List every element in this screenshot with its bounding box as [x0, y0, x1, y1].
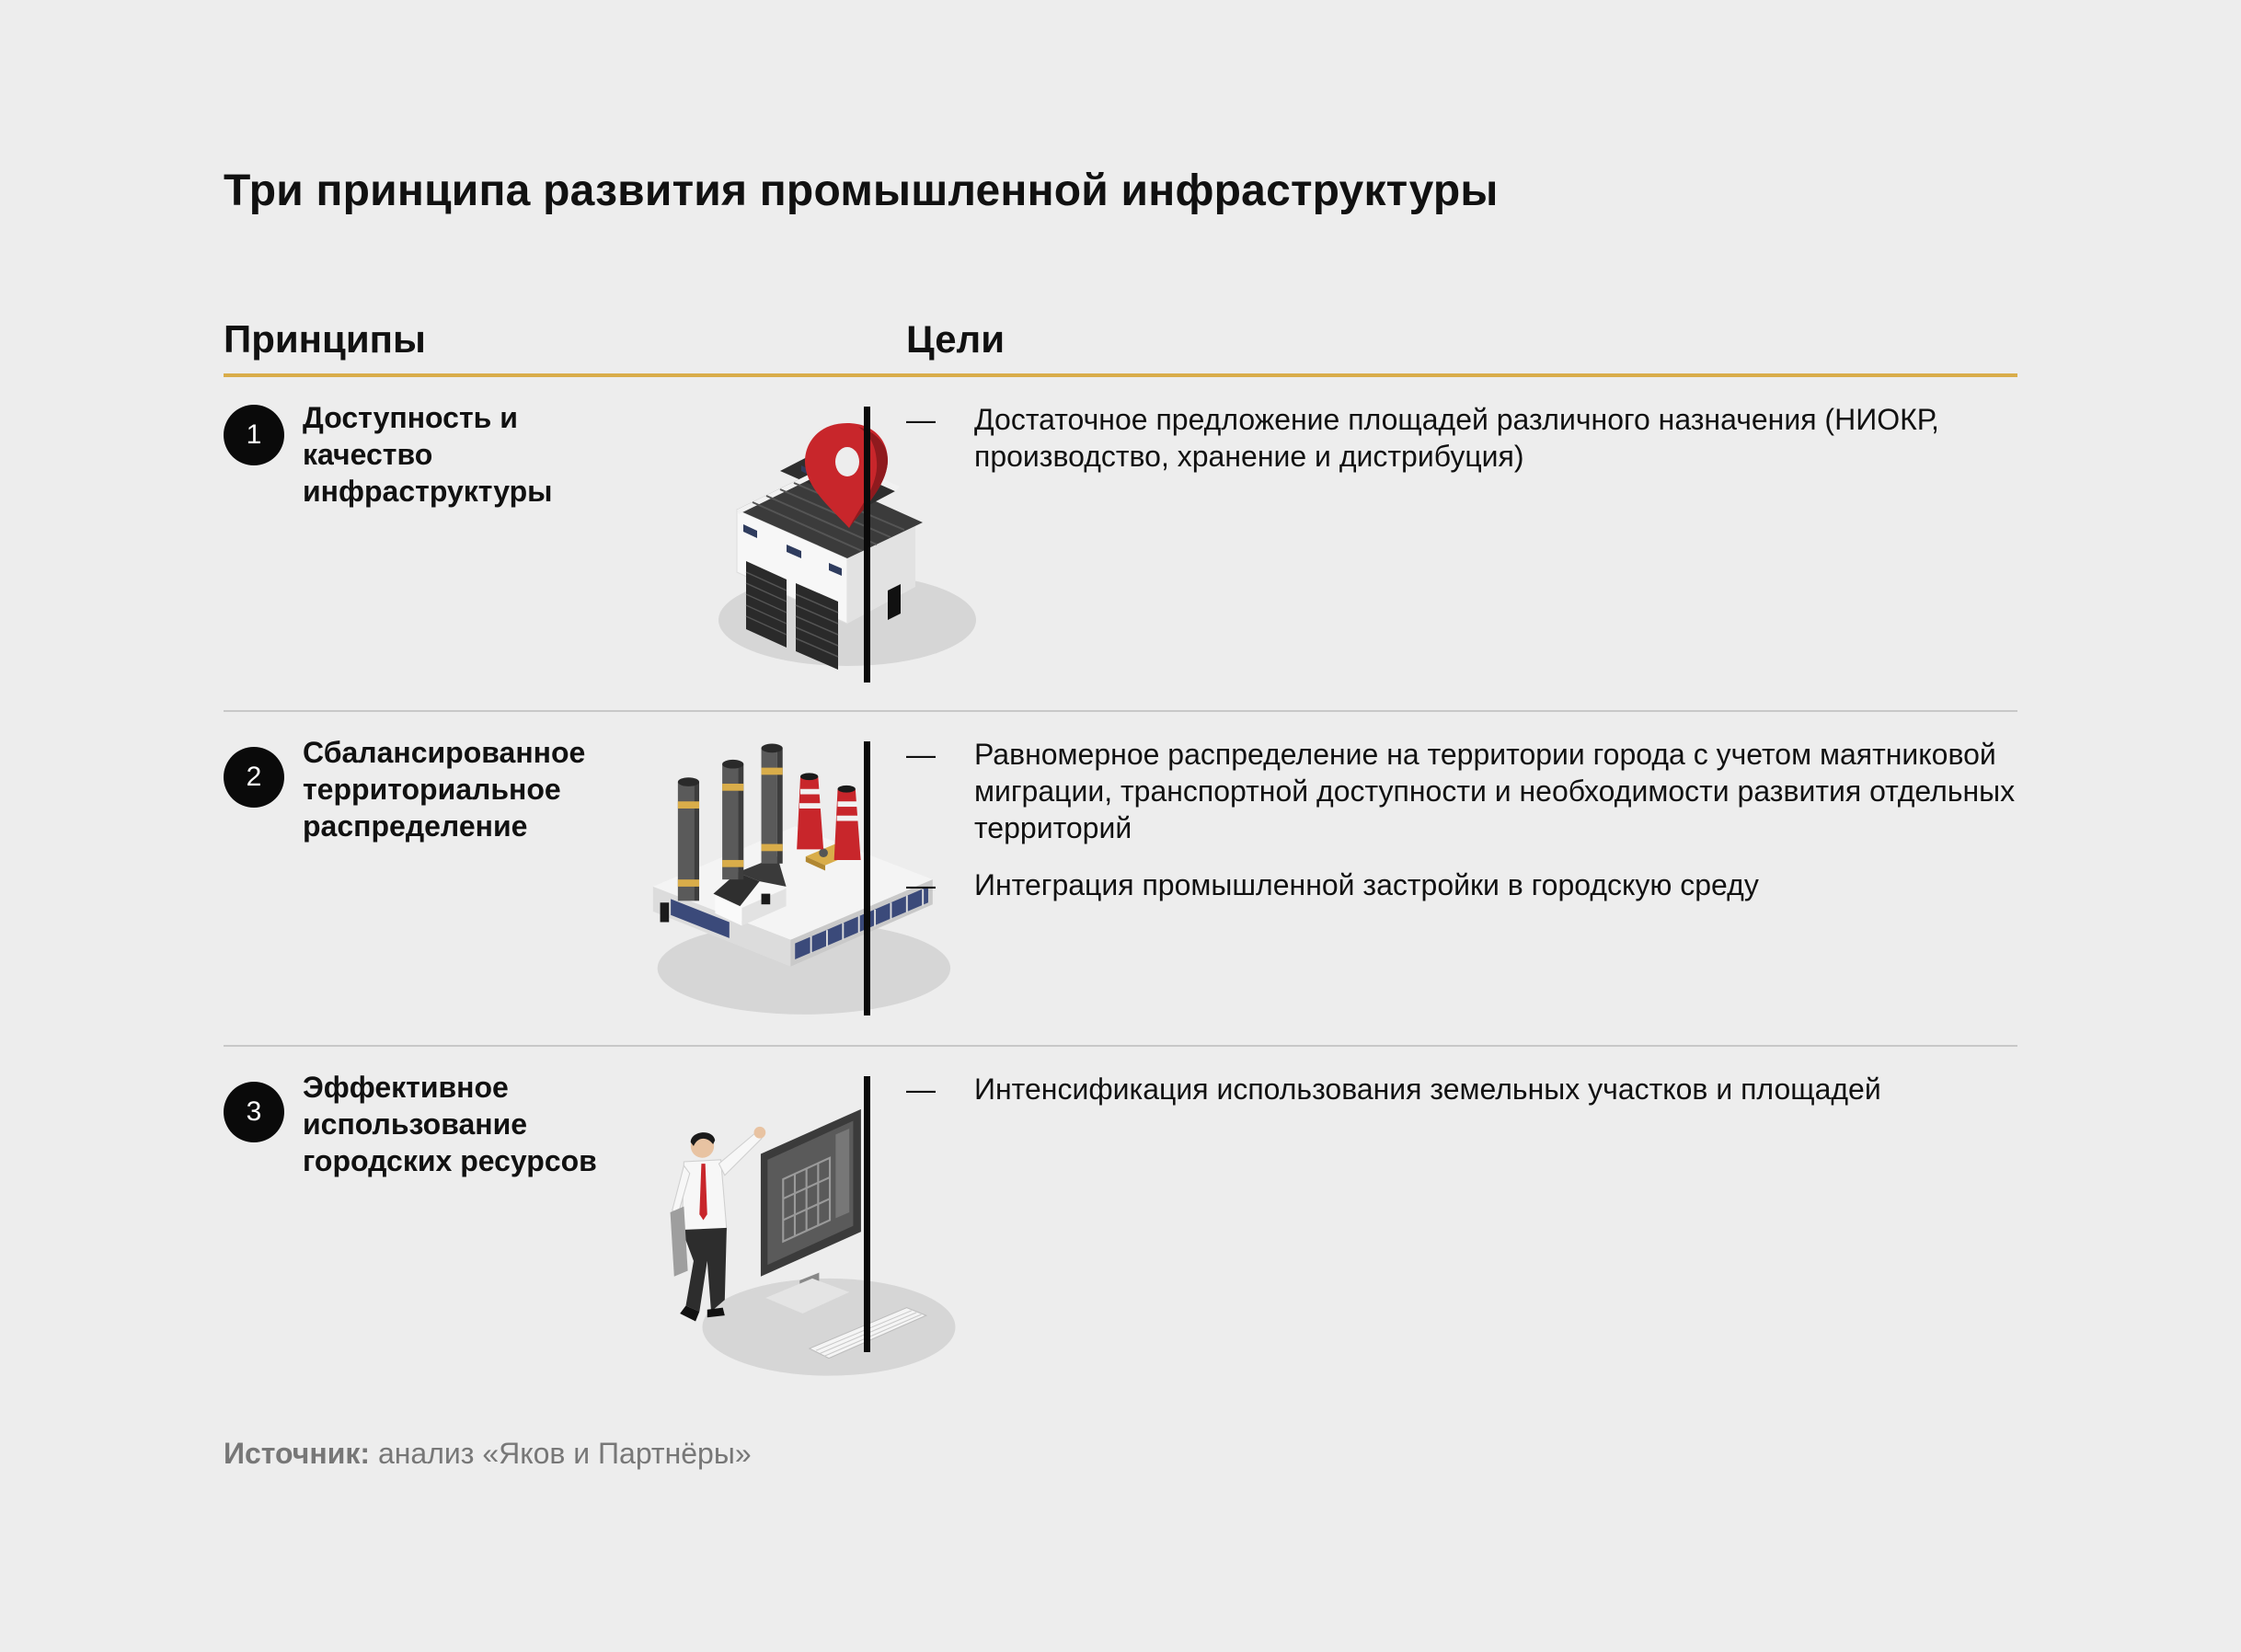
man-at-monitor-with-plan-icon	[610, 1104, 1116, 1389]
goal-text: Достаточное предложение площадей различного назначения (НИОКР, производство, хранение и дистрибуция)	[974, 403, 1939, 473]
dash-marker: —	[906, 403, 936, 436]
goals-column-header: Цели	[906, 317, 1006, 361]
principles-column-header: Принципы	[224, 317, 426, 361]
goals-list	[906, 1071, 2019, 1128]
row-separator	[224, 710, 2017, 712]
principle-row-2	[224, 714, 2017, 1047]
goal-text: Равномерное распределение на территории города с учетом маятниковой миграции, транспортной доступности и необходимости развития отдельных территорий	[974, 738, 2016, 844]
row-divider-bar	[864, 1076, 870, 1352]
source-note	[224, 1437, 752, 1471]
dash-marker: —	[906, 1073, 936, 1106]
goal-text: Интенсификация использования земельных участков и площадей	[974, 1073, 1881, 1106]
row-separator	[224, 1045, 2017, 1047]
principle-title: Доступность и качество инфраструктуры	[303, 401, 553, 508]
goal-item	[906, 1071, 2019, 1107]
source-label: Источник:	[224, 1437, 371, 1470]
goals-list	[906, 736, 2019, 924]
goal-item	[906, 401, 2019, 475]
principle-number-badge: 3	[224, 1082, 284, 1142]
dash-marker: —	[906, 868, 936, 901]
principle-row-3	[224, 1049, 2017, 1380]
principle-title: Сбалансированное территориальное распределение	[303, 736, 586, 843]
row-divider-bar	[864, 407, 870, 683]
principle-number-badge: 2	[224, 747, 284, 808]
principle-number-badge: 1	[224, 405, 284, 465]
dash-marker: —	[906, 738, 936, 771]
page-title: Три принципа развития промышленной инфраструктуры	[224, 166, 1499, 215]
header-divider	[224, 373, 2017, 377]
goals-list	[906, 401, 2019, 495]
goal-item	[906, 866, 2019, 903]
goal-item	[906, 736, 2019, 846]
principle-row-1	[224, 379, 2017, 710]
goal-text: Интеграция промышленной застройки в городскую среду	[974, 868, 1759, 901]
principle-title: Эффективное использование городских ресурсов	[303, 1071, 597, 1177]
source-text: анализ «Яков и Партнёры»	[377, 1437, 752, 1470]
row-divider-bar	[864, 741, 870, 1015]
